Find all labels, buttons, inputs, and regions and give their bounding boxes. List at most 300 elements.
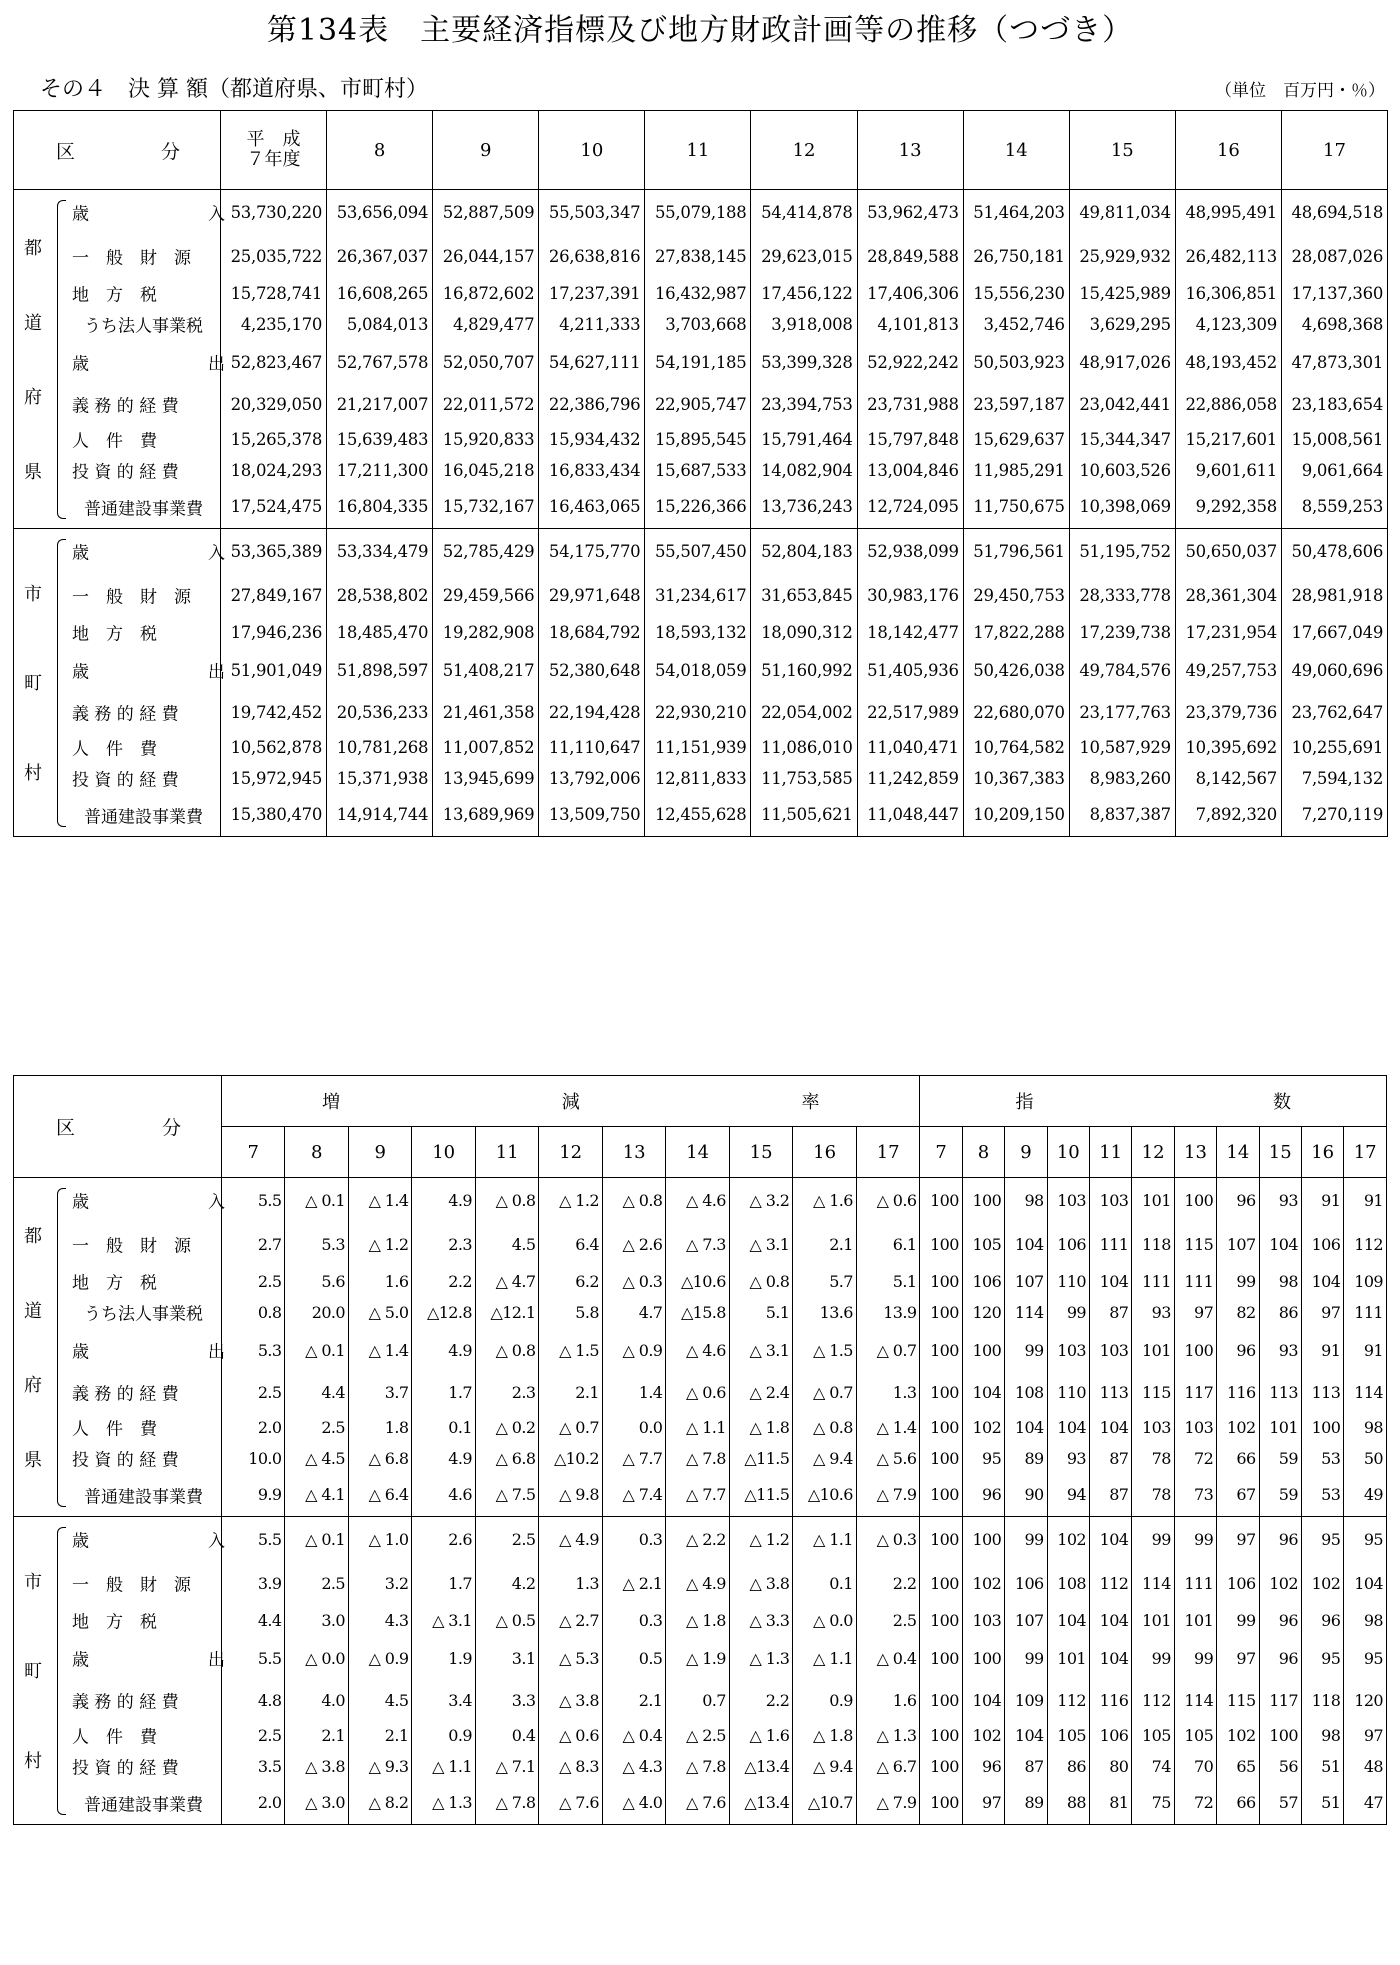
value-cell: 13,004,846 [857,455,963,486]
index-year-header: 16 [1301,1127,1343,1178]
rate-cell: △ 0.1 [285,1178,348,1223]
value-cell: 26,638,816 [539,235,645,278]
value-cell: 51,898,597 [327,648,433,693]
rate-cell: 4.4 [222,1605,285,1636]
rate-cell: 0.8 [222,1297,285,1328]
year-header: 10 [539,111,645,190]
index-cell: 53 [1301,1474,1343,1517]
table-row [14,1720,1387,1751]
rate-header [222,1076,920,1127]
index-cell: 100 [920,1328,962,1373]
index-cell: 98 [1344,1605,1387,1636]
table-row [14,1297,1387,1328]
rate-cell: 0.0 [602,1412,665,1443]
row-label: 人 件 費 [72,431,157,452]
value-cell: 4,235,170 [221,309,327,340]
index-cell: 107 [1217,1223,1259,1266]
rate-cell: 10.0 [222,1443,285,1474]
value-cell: 15,226,366 [645,486,751,529]
index-cell: 104 [962,1373,1004,1412]
rate-cell: △ 1.5 [793,1328,856,1373]
value-cell: 22,517,989 [857,693,963,732]
index-cell: 106 [1090,1720,1132,1751]
value-cell: 52,380,648 [539,648,645,693]
rate-header-char: 増 [322,1092,340,1113]
value-cell: 52,050,707 [433,340,539,385]
index-cell: 59 [1259,1443,1301,1474]
value-cell: 4,211,333 [539,309,645,340]
rate-cell: 2.2 [856,1562,920,1605]
group-char: 都 [24,237,42,259]
value-cell: 54,414,878 [751,190,857,235]
index-cell: 111 [1174,1562,1216,1605]
group-brace [57,200,66,519]
value-cell: 17,231,954 [1175,617,1281,648]
row-label: 義 務 的 経 費 [72,1692,179,1713]
value-cell: 53,399,328 [751,340,857,385]
rate-year-header: 17 [856,1127,920,1178]
value-cell: 17,239,738 [1069,617,1175,648]
value-cell: 16,804,335 [327,486,433,529]
rate-cell: 4.4 [285,1373,348,1412]
value-cell: 11,242,859 [857,763,963,794]
value-cell: 11,750,675 [963,486,1069,529]
rate-cell: △ 5.3 [539,1636,602,1681]
index-cell: 100 [920,1412,962,1443]
table1-body [14,190,1388,837]
value-cell: 52,804,183 [751,529,857,574]
row-label: 地 方 税 [72,624,157,645]
rate-cell: △ 6.8 [348,1443,411,1474]
value-cell: 13,792,006 [539,763,645,794]
year-header-h7 [221,111,327,190]
value-cell: 28,361,304 [1175,574,1281,617]
value-cell: 55,507,450 [645,529,751,574]
index-cell: 113 [1090,1373,1132,1412]
rate-cell: 2.5 [285,1562,348,1605]
index-cell: 112 [1047,1681,1089,1720]
rate-cell: 9.9 [222,1474,285,1517]
group-char: 府 [24,1375,42,1397]
value-cell: 54,018,059 [645,648,751,693]
index-cell: 51 [1301,1751,1343,1782]
value-cell: 17,822,288 [963,617,1069,648]
table-row [14,486,1388,529]
index-cell: 100 [920,1297,962,1328]
index-cell: 117 [1174,1373,1216,1412]
rate-cell: △ 4.7 [475,1266,538,1297]
index-cell: 104 [1005,1720,1047,1751]
value-cell: 15,639,483 [327,424,433,455]
value-cell: 10,395,692 [1175,732,1281,763]
index-cell: 99 [1217,1266,1259,1297]
index-cell: 114 [1174,1681,1216,1720]
index-cell: 87 [1090,1443,1132,1474]
rate-cell: △ 3.8 [285,1751,348,1782]
rate-cell: 2.1 [793,1223,856,1266]
index-cell: 96 [1259,1636,1301,1681]
table-row [14,574,1388,617]
index-year-header: 12 [1132,1127,1174,1178]
rate-cell: △ 0.8 [602,1178,665,1223]
index-cell: 104 [1090,1517,1132,1562]
table-row [14,1178,1387,1223]
value-cell: 52,922,242 [857,340,963,385]
index-cell: 104 [1005,1223,1047,1266]
row-label: 一 般 財 源 [72,1236,191,1257]
index-cell: 82 [1217,1297,1259,1328]
index-year-header: 8 [962,1127,1004,1178]
rate-cell: △ 1.1 [793,1636,856,1681]
index-cell: 104 [1301,1266,1343,1297]
table-row [14,693,1388,732]
index-cell: 98 [1301,1720,1343,1751]
rate-cell: △ 1.1 [412,1751,475,1782]
value-cell: 4,829,477 [433,309,539,340]
value-cell: 29,971,648 [539,574,645,617]
rate-cell: △ 1.0 [348,1517,411,1562]
rate-cell: 5.8 [539,1297,602,1328]
rate-cell: △ 9.4 [793,1443,856,1474]
index-cell: 91 [1301,1178,1343,1223]
rate-cell: △ 7.6 [666,1782,729,1825]
index-cell: 107 [1005,1266,1047,1297]
rate-cell: 6.1 [856,1223,920,1266]
value-cell: 22,054,002 [751,693,857,732]
index-cell: 111 [1090,1223,1132,1266]
rate-cell: △ 0.6 [666,1373,729,1412]
rate-cell: △ 0.4 [602,1720,665,1751]
value-cell: 51,796,561 [963,529,1069,574]
value-cell: 18,024,293 [221,455,327,486]
index-header-char: 数 [1273,1092,1291,1113]
value-cell: 18,684,792 [539,617,645,648]
year-header: 12 [751,111,857,190]
value-cell: 3,629,295 [1069,309,1175,340]
value-cell: 31,234,617 [645,574,751,617]
index-cell: 102 [1047,1517,1089,1562]
index-cell: 98 [1005,1178,1047,1223]
value-cell: 10,562,878 [221,732,327,763]
index-cell: 95 [1301,1517,1343,1562]
row-label: 投 資 的 経 費 [72,462,179,483]
rate-cell: △ 0.8 [475,1178,538,1223]
rate-cell: 2.1 [285,1720,348,1751]
rate-cell: △ 7.8 [666,1751,729,1782]
value-cell: 10,764,582 [963,732,1069,763]
value-cell: 15,265,378 [221,424,327,455]
row-label: うち法人事業税 [84,1304,203,1325]
index-cell: 107 [1005,1605,1047,1636]
index-cell: 57 [1259,1782,1301,1825]
index-cell: 104 [1047,1605,1089,1636]
index-cell: 98 [1344,1412,1387,1443]
rate-cell: 0.4 [475,1720,538,1751]
table-row [14,617,1388,648]
rate-year-header: 13 [602,1127,665,1178]
index-cell: 104 [1090,1266,1132,1297]
index-cell: 116 [1217,1373,1259,1412]
rate-cell: 0.3 [602,1517,665,1562]
rate-cell: △ 1.1 [793,1517,856,1562]
value-cell: 17,456,122 [751,278,857,309]
index-cell: 70 [1174,1751,1216,1782]
value-cell: 11,151,939 [645,732,751,763]
rate-cell: △12.1 [475,1297,538,1328]
year-header-line: 平 成 [246,129,301,150]
value-cell: 53,334,479 [327,529,433,574]
index-cell: 95 [1344,1636,1387,1681]
index-cell: 115 [1132,1373,1174,1412]
rate-cell: △13.4 [729,1751,792,1782]
index-cell: 114 [1132,1562,1174,1605]
index-cell: 95 [962,1443,1004,1474]
index-cell: 95 [1301,1636,1343,1681]
rate-cell: 3.4 [412,1681,475,1720]
rate-cell: △ 1.2 [729,1517,792,1562]
rate-cell: △12.8 [412,1297,475,1328]
index-cell: 100 [962,1178,1004,1223]
rate-cell: △ 8.2 [348,1782,411,1825]
index-cell: 72 [1174,1782,1216,1825]
rate-cell: △ 4.6 [666,1328,729,1373]
index-cell: 88 [1047,1782,1089,1825]
value-cell: 23,177,763 [1069,693,1175,732]
index-cell: 95 [1344,1517,1387,1562]
rate-cell: 5.3 [285,1223,348,1266]
value-cell: 55,503,347 [539,190,645,235]
rate-cell: △ 7.8 [666,1443,729,1474]
table-row [14,190,1388,235]
index-cell: 96 [1217,1178,1259,1223]
rate-cell: △ 0.7 [856,1328,920,1373]
value-cell: 7,594,132 [1281,763,1387,794]
value-cell: 7,892,320 [1175,794,1281,837]
index-cell: 103 [1090,1328,1132,1373]
group-char: 町 [24,1661,42,1683]
value-cell: 23,183,654 [1281,385,1387,424]
group-char: 府 [24,387,42,409]
rate-cell: 3.1 [475,1636,538,1681]
index-cell: 97 [962,1782,1004,1825]
index-cell: 90 [1005,1474,1047,1517]
index-cell: 120 [1344,1681,1387,1720]
group-char: 町 [24,673,42,695]
rate-cell: 6.2 [539,1266,602,1297]
rate-cell: △13.4 [729,1782,792,1825]
value-cell: 14,082,904 [751,455,857,486]
rate-cell: △ 1.4 [348,1328,411,1373]
rate-year-header: 11 [475,1127,538,1178]
value-cell: 49,784,576 [1069,648,1175,693]
row-label: 人 件 費 [72,1419,157,1440]
index-cell: 104 [1090,1605,1132,1636]
rate-cell: 2.0 [222,1412,285,1443]
rate-cell: 0.9 [412,1720,475,1751]
value-cell: 4,123,309 [1175,309,1281,340]
value-cell: 13,736,243 [751,486,857,529]
rate-cell: 3.5 [222,1751,285,1782]
rate-cell: △10.6 [666,1266,729,1297]
value-cell: 16,608,265 [327,278,433,309]
rate-cell: 5.5 [222,1636,285,1681]
index-cell: 66 [1217,1443,1259,1474]
index-cell: 78 [1132,1474,1174,1517]
index-cell: 100 [962,1517,1004,1562]
rate-cell: △ 1.5 [539,1328,602,1373]
value-cell: 53,730,220 [221,190,327,235]
index-header [920,1076,1387,1127]
rate-cell: 5.5 [222,1178,285,1223]
index-cell: 87 [1090,1474,1132,1517]
index-cell: 104 [1344,1562,1387,1605]
rate-cell: 1.7 [412,1373,475,1412]
index-cell: 102 [1301,1562,1343,1605]
index-cell: 100 [920,1782,962,1825]
index-cell: 110 [1047,1266,1089,1297]
index-cell: 100 [1301,1412,1343,1443]
index-cell: 67 [1217,1474,1259,1517]
rate-cell: △ 7.4 [602,1474,665,1517]
index-cell: 102 [1217,1412,1259,1443]
index-cell: 59 [1259,1474,1301,1517]
index-cell: 101 [1047,1636,1089,1681]
rate-cell: 5.5 [222,1517,285,1562]
value-cell: 11,086,010 [751,732,857,763]
rate-cell: 3.0 [285,1605,348,1636]
table-row [14,529,1388,574]
index-cell: 105 [1132,1720,1174,1751]
year-header: 8 [327,111,433,190]
value-cell: 15,920,833 [433,424,539,455]
table-row [14,235,1388,278]
index-cell: 99 [1005,1517,1047,1562]
value-cell: 55,079,188 [645,190,751,235]
value-cell: 19,282,908 [433,617,539,648]
rate-cell: 4.9 [412,1443,475,1474]
kubun-char: 分 [161,1117,181,1139]
table-row [14,340,1388,385]
index-cell: 100 [920,1223,962,1266]
index-year-header: 10 [1047,1127,1089,1178]
row-label: 歳 出 [72,662,225,683]
rate-cell: 4.3 [348,1605,411,1636]
table-row [14,763,1388,794]
row-label: 普通建設事業費 [84,1487,203,1508]
rate-cell: △ 4.9 [539,1517,602,1562]
rate-cell: △ 0.3 [856,1517,920,1562]
value-cell: 10,587,929 [1069,732,1175,763]
index-cell: 112 [1344,1223,1387,1266]
value-cell: 31,653,845 [751,574,857,617]
kubun-char: 区 [56,140,76,163]
index-cell: 100 [920,1636,962,1681]
value-cell: 28,849,588 [857,235,963,278]
value-cell: 49,811,034 [1069,190,1175,235]
index-cell: 104 [1090,1412,1132,1443]
rate-cell: △ 0.6 [856,1178,920,1223]
value-cell: 23,394,753 [751,385,857,424]
value-cell: 18,593,132 [645,617,751,648]
value-cell: 28,333,778 [1069,574,1175,617]
value-cell: 8,983,260 [1069,763,1175,794]
rate-cell: △ 7.9 [856,1474,920,1517]
value-cell: 10,398,069 [1069,486,1175,529]
kubun-header [14,1076,222,1178]
rate-cell: △ 1.2 [348,1223,411,1266]
table-row [14,455,1388,486]
rate-cell: 1.3 [539,1562,602,1605]
value-cell: 12,811,833 [645,763,751,794]
index-year-header: 15 [1259,1127,1301,1178]
value-cell: 17,406,306 [857,278,963,309]
rate-cell: △ 2.4 [729,1373,792,1412]
value-cell: 52,767,578 [327,340,433,385]
value-cell: 54,627,111 [539,340,645,385]
index-cell: 106 [1301,1223,1343,1266]
table-row [14,1412,1387,1443]
rate-cell: △ 9.3 [348,1751,411,1782]
rate-cell: △ 4.3 [602,1751,665,1782]
index-cell: 115 [1217,1681,1259,1720]
index-cell: 114 [1344,1373,1387,1412]
rate-cell: △ 0.1 [285,1517,348,1562]
rate-cell: △ 0.9 [602,1328,665,1373]
value-cell: 11,048,447 [857,794,963,837]
rate-cell: △ 1.2 [539,1178,602,1223]
row-label: 普通建設事業費 [84,499,203,520]
rate-cell: △ 7.9 [856,1782,920,1825]
index-cell: 109 [1344,1266,1387,1297]
value-cell: 10,255,691 [1281,732,1387,763]
table-row [14,648,1388,693]
row-label: 歳 入 [72,1531,225,1552]
index-cell: 102 [962,1412,1004,1443]
index-cell: 98 [1259,1266,1301,1297]
rate-cell: 13.6 [793,1297,856,1328]
rate-cell: △ 6.8 [475,1443,538,1474]
index-cell: 105 [1174,1720,1216,1751]
index-cell: 73 [1174,1474,1216,1517]
rate-cell: 1.3 [856,1373,920,1412]
index-cell: 100 [1174,1328,1216,1373]
rate-cell: △ 3.1 [412,1605,475,1636]
index-cell: 108 [1005,1373,1047,1412]
index-cell: 93 [1132,1297,1174,1328]
rate-cell: △ 3.8 [729,1562,792,1605]
rate-cell: △ 0.0 [285,1636,348,1681]
index-cell: 89 [1005,1443,1047,1474]
value-cell: 10,367,383 [963,763,1069,794]
value-cell: 3,452,746 [963,309,1069,340]
value-cell: 3,703,668 [645,309,751,340]
index-cell: 100 [962,1328,1004,1373]
index-cell: 81 [1090,1782,1132,1825]
rate-cell: 5.3 [222,1328,285,1373]
year-header: 11 [645,111,751,190]
index-cell: 100 [920,1266,962,1297]
rate-cell: △ 2.6 [602,1223,665,1266]
table1-header-row [14,111,1388,190]
index-cell: 110 [1047,1373,1089,1412]
value-cell: 27,838,145 [645,235,751,278]
value-cell: 15,791,464 [751,424,857,455]
value-cell: 51,405,936 [857,648,963,693]
rate-cell: 5.7 [793,1266,856,1297]
table-row [14,1373,1387,1412]
rate-cell: 4.5 [475,1223,538,1266]
index-cell: 93 [1259,1328,1301,1373]
